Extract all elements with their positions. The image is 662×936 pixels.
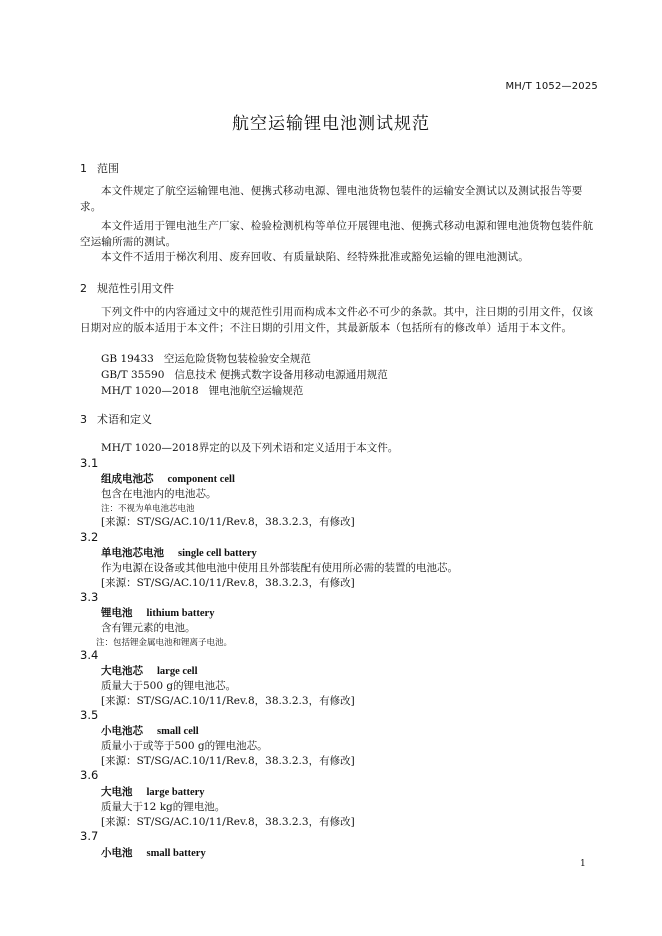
term-source: [来源：ST/SG/AC.10/11/Rev.8，38.3.2.3，有修改] xyxy=(101,755,355,767)
term-source: [来源：ST/SG/AC.10/11/Rev.8，38.3.2.3，有修改] xyxy=(101,577,355,589)
reference-item: GB 19433 空运危险货物包装检验安全规范 xyxy=(101,353,311,365)
section-heading-scope xyxy=(80,160,119,176)
paragraph-line: 本文件不适用于梯次利用、废弃回收、有质量缺陷、经特殊批准或豁免运输的锂电池测试。 xyxy=(101,251,529,263)
section-heading-terms xyxy=(80,411,152,427)
terms-intro: MH/T 1020—2018界定的以及下列术语和定义适用于本文件。 xyxy=(101,442,399,454)
term-heading: 单电池芯电池 single cell battery xyxy=(101,547,257,559)
term-heading: 大电池芯 large cell xyxy=(101,665,198,677)
term-number: 3.5 xyxy=(80,708,99,722)
section-title: 范围 xyxy=(97,162,119,175)
scope-paragraph-2 xyxy=(80,219,600,250)
term-source: [来源：ST/SG/AC.10/11/Rev.8，38.3.2.3，有修改] xyxy=(101,816,355,828)
term-source: [来源：ST/SG/AC.10/11/Rev.8，38.3.2.3，有修改] xyxy=(101,695,355,707)
section-title: 规范性引用文件 xyxy=(97,282,174,295)
paragraph-line: 仅该日期对应的版本适用于本文件；不注日期的引用文件，其最新版本（包括所有的修改单）适用于本 xyxy=(80,306,594,334)
paragraph-line: 等要求。 xyxy=(80,185,583,213)
term-source: [来源：ST/SG/AC.10/11/Rev.8，38.3.2.3，有修改] xyxy=(101,516,355,528)
term-heading: 小电池 small battery xyxy=(101,847,206,859)
reference-item: GB/T 35590 信息技术 便携式数字设备用移动电源通用规范 xyxy=(101,369,388,381)
normative-intro-paragraph xyxy=(80,305,600,336)
term-number: 3.6 xyxy=(80,768,99,782)
term-number: 3.4 xyxy=(80,648,99,662)
term-note: 注：不视为单电池芯电池 xyxy=(101,504,195,514)
paragraph-line: 装件航空运输所需的测试。 xyxy=(80,220,594,248)
paragraph-line: 文件。 xyxy=(540,321,573,334)
term-definition: 包含在电池内的电池芯。 xyxy=(101,488,217,500)
section-title: 术语和定义 xyxy=(97,413,152,426)
page-title: 航空运输锂电池测试规范 xyxy=(232,114,430,134)
term-definition: 质量大于500 g的锂电池芯。 xyxy=(101,680,237,692)
section-number: 1 xyxy=(80,162,87,175)
term-definition: 含有锂元素的电池。 xyxy=(101,622,196,634)
section-number: 3 xyxy=(80,413,87,426)
term-number: 3.1 xyxy=(80,456,99,470)
paragraph-line: 本文件适用于锂电池生产厂家、检验检测机构等单位开展锂电池、便携式移动电源和锂电池货物包 xyxy=(101,220,562,232)
term-number: 3.7 xyxy=(80,829,99,843)
reference-item: MH/T 1020—2018 锂电池航空运输规范 xyxy=(101,385,304,397)
page-number: 1 xyxy=(580,859,586,869)
term-heading: 锂电池 lithium battery xyxy=(101,607,215,619)
paragraph-line: 下列文件中的内容通过文中的规范性引用而构成本文件必不可少的条款。其中，注日期的引用文件， xyxy=(101,306,572,318)
document-code: MH/T 1052—2025 xyxy=(505,81,598,92)
section-number: 2 xyxy=(80,282,87,295)
term-heading: 大电池 large battery xyxy=(101,786,205,798)
term-heading: 组成电池芯 component cell xyxy=(101,473,235,485)
scope-paragraph-1 xyxy=(80,184,600,215)
term-number: 3.3 xyxy=(80,590,99,604)
paragraph-line: 本文件规定了航空运输锂电池、便携式移动电源、锂电池货物包装件的运输安全测试以及测试报告 xyxy=(101,185,562,197)
term-definition: 作为电源在设备或其他电池中使用且外部装配有使用所必需的装置的电池芯。 xyxy=(101,562,458,574)
term-definition: 质量大于12 kg的锂电池。 xyxy=(101,801,226,813)
scope-paragraph-3 xyxy=(80,250,600,266)
term-definition: 质量小于或等于500 g的锂电池芯。 xyxy=(101,740,268,752)
term-note: 注：包括锂金属电池和锂离子电池。 xyxy=(96,638,233,648)
term-heading: 小电池芯 small cell xyxy=(101,725,199,737)
term-number: 3.2 xyxy=(80,530,99,544)
section-heading-normative-references xyxy=(80,280,174,296)
